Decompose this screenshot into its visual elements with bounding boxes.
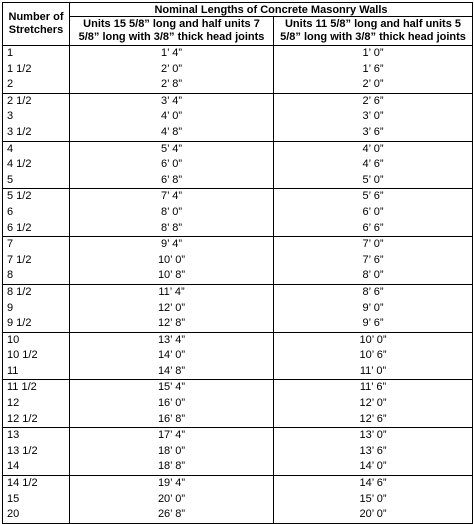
units-15-length: 10’ 8”	[157, 269, 186, 282]
units-15-header-line-1: Units 15 5/8” long and half units 7	[83, 18, 260, 30]
stretcher-count: 7 1/2	[7, 253, 32, 266]
units-11-length: 7’ 6”	[362, 253, 384, 266]
stretcher-count: 4	[7, 142, 14, 155]
units-15-length: 16’ 8”	[157, 412, 186, 425]
units-15-length: 26’ 8”	[157, 508, 186, 521]
units-11-length: 13’ 0”	[359, 429, 387, 442]
units-11-length-cell	[274, 46, 473, 94]
units-11-length: 12’ 0”	[359, 397, 387, 410]
stretcher-count: 9 1/2	[7, 317, 32, 330]
stretcher-count-cell	[3, 237, 70, 285]
stretcher-count-cell	[3, 476, 70, 524]
units-11-length: 5’ 6”	[362, 190, 384, 203]
stretcher-count: 9	[7, 301, 14, 314]
units-11-header-line-1: Units 11 5/8” long and half units 5	[284, 18, 462, 30]
units-15-length: 14’ 0”	[157, 349, 186, 362]
table-row-group	[3, 476, 473, 524]
stretcher-count: 6 1/2	[7, 221, 32, 234]
units-11-length: 10’ 0”	[359, 333, 387, 346]
stretcher-count: 2 1/2	[7, 94, 32, 107]
stretcher-count: 13 1/2	[7, 444, 38, 457]
units-15-length-cell	[70, 332, 274, 380]
units-11-length: 13’ 6”	[359, 444, 387, 457]
units-11-length-cell	[274, 93, 473, 141]
table-row-group	[3, 284, 473, 332]
units-11-length-cell	[274, 428, 473, 476]
units-11-length: 1’ 0”	[362, 47, 384, 59]
units-15-length: 19’ 4”	[157, 477, 186, 490]
table-row-group	[3, 380, 473, 428]
stretcher-count: 5	[7, 173, 14, 186]
units-15-length: 14’ 8”	[157, 364, 186, 377]
units-15-length-cell	[70, 93, 274, 141]
stretcher-count: 8 1/2	[7, 285, 32, 298]
stretcher-count-cell	[3, 428, 70, 476]
stretcher-count: 3 1/2	[7, 125, 32, 138]
units-11-length: 20’ 0”	[359, 508, 387, 521]
stretcher-count-cell	[3, 93, 70, 141]
stretcher-count: 5 1/2	[7, 190, 32, 203]
units-11-length: 4’ 0”	[362, 142, 384, 155]
masonry-length-table-frame	[2, 2, 472, 521]
units-15-length: 6’ 8”	[161, 173, 182, 186]
table-row-group	[3, 332, 473, 380]
units-11-length: 6’ 0”	[362, 205, 384, 218]
stretcher-count: 13	[7, 429, 20, 442]
units-15-length: 2’ 8”	[161, 78, 182, 91]
stretcher-count: 4 1/2	[7, 158, 32, 171]
units-15-length: 3’ 4”	[161, 94, 182, 107]
units-11-length: 14’ 0”	[359, 460, 387, 473]
units-11-header-line-2: 5/8” long with 3/8” thick head joints	[280, 31, 466, 43]
units-15-length: 12’ 0”	[157, 301, 186, 314]
units-15-length: 1’ 4”	[161, 47, 182, 59]
units-11-length: 6’ 6”	[362, 221, 384, 234]
units-15-length: 8’ 8”	[161, 221, 182, 234]
units-15-length: 15’ 4”	[157, 381, 186, 394]
stretcher-count: 10	[7, 333, 20, 346]
units-15-length: 7’ 4”	[161, 190, 182, 203]
units-15-length-cell	[70, 284, 274, 332]
units-15-length: 16’ 0”	[157, 397, 186, 410]
units-11-length: 2’ 0”	[362, 78, 384, 91]
units-15-length-cell	[70, 237, 274, 285]
units-11-length: 12’ 6”	[359, 412, 387, 425]
units-15-length: 6’ 0”	[161, 158, 182, 171]
table-row-group	[3, 237, 473, 285]
stretcher-count-cell	[3, 380, 70, 428]
units-11-length: 9’ 6”	[362, 317, 384, 330]
stretcher-count: 7	[7, 238, 14, 251]
units-15-length-cell	[70, 46, 274, 94]
units-11-length: 10’ 6”	[359, 349, 387, 362]
stretcher-count: 3	[7, 110, 14, 123]
units-15-length: 17’ 4”	[157, 429, 186, 442]
units-11-length: 8’ 0”	[362, 269, 384, 282]
units-15-header-line-2: 5/8” long with 3/8” thick head joints	[78, 31, 265, 43]
units-11-length-cell	[274, 332, 473, 380]
table-row-group	[3, 93, 473, 141]
units-11-column-header	[274, 17, 473, 46]
stretcher-count: 20	[7, 508, 20, 521]
stretcher-count: 1 1/2	[7, 62, 32, 75]
stretcher-count: 12	[7, 397, 20, 410]
units-11-length: 3’ 0”	[362, 110, 384, 123]
units-15-length: 11’ 4”	[158, 285, 185, 298]
stretchers-column-header	[3, 3, 70, 46]
units-15-length-cell	[70, 476, 274, 524]
stretchers-header-line-2: Stretchers	[8, 24, 64, 36]
stretcher-count: 10 1/2	[7, 349, 38, 362]
units-15-length-cell	[70, 380, 274, 428]
units-11-length-cell	[274, 189, 473, 237]
stretcher-count-cell	[3, 141, 70, 189]
stretcher-count: 15	[7, 492, 20, 505]
units-11-length-cell	[274, 141, 473, 189]
table-body	[3, 46, 473, 524]
units-15-length: 13’ 4”	[157, 333, 186, 346]
units-11-length-cell	[274, 380, 473, 428]
stretcher-count-cell	[3, 332, 70, 380]
units-11-length: 5’ 0”	[362, 173, 384, 186]
units-11-length: 14’ 6”	[359, 477, 387, 490]
units-11-length: 1’ 6”	[362, 62, 384, 75]
units-15-length: 4’ 8”	[161, 125, 182, 138]
units-15-length-cell	[70, 189, 274, 237]
table-header	[3, 3, 473, 46]
units-15-length: 9’ 4”	[161, 238, 182, 251]
units-15-column-header	[70, 17, 274, 46]
units-11-length: 4’ 6”	[362, 158, 384, 171]
stretcher-count: 11	[7, 364, 19, 377]
units-15-length: 20’ 0”	[157, 492, 186, 505]
units-15-length: 18’ 8”	[157, 460, 186, 473]
units-11-length: 11’ 6”	[359, 381, 387, 394]
stretcher-count: 2	[7, 78, 14, 91]
stretcher-count: 14 1/2	[7, 477, 38, 490]
units-11-length-cell	[274, 237, 473, 285]
units-15-length-cell	[70, 428, 274, 476]
units-11-length: 2’ 6”	[362, 94, 384, 107]
units-11-length-cell	[274, 476, 473, 524]
table-row-group	[3, 428, 473, 476]
units-11-length: 7’ 0”	[362, 238, 384, 251]
units-15-length-cell	[70, 141, 274, 189]
units-11-length: 8’ 6”	[362, 285, 384, 298]
stretcher-count-cell	[3, 284, 70, 332]
units-11-length: 9’ 0”	[362, 301, 384, 314]
stretcher-count: 14	[7, 460, 20, 473]
units-15-length: 12’ 8”	[157, 317, 186, 330]
table-title: Nominal Lengths of Concrete Masonry Walls	[70, 3, 473, 17]
units-15-length: 5’ 4”	[161, 142, 182, 155]
stretcher-count: 12 1/2	[7, 412, 38, 425]
units-15-length: 10’ 0”	[157, 253, 186, 266]
stretcher-count: 8	[7, 269, 14, 282]
units-11-length: 11’ 0”	[359, 364, 387, 377]
units-15-length: 18’ 0”	[157, 444, 186, 457]
stretchers-header-line-1: Number of	[8, 11, 64, 23]
stretcher-count: 1	[7, 47, 14, 59]
units-15-length: 8’ 0”	[161, 205, 182, 218]
stretcher-count-cell	[3, 46, 70, 94]
units-15-length: 2’ 0”	[161, 62, 182, 75]
stretcher-count: 11 1/2	[7, 381, 37, 394]
table-row-group	[3, 189, 473, 237]
masonry-length-table	[2, 2, 473, 524]
units-11-length: 3’ 6”	[362, 125, 384, 138]
stretcher-count-cell	[3, 189, 70, 237]
units-11-length: 15’ 0”	[359, 492, 387, 505]
table-row-group	[3, 141, 473, 189]
units-15-length: 4’ 0”	[161, 110, 182, 123]
stretcher-count: 6	[7, 205, 14, 218]
table-row-group	[3, 46, 473, 94]
units-11-length-cell	[274, 284, 473, 332]
